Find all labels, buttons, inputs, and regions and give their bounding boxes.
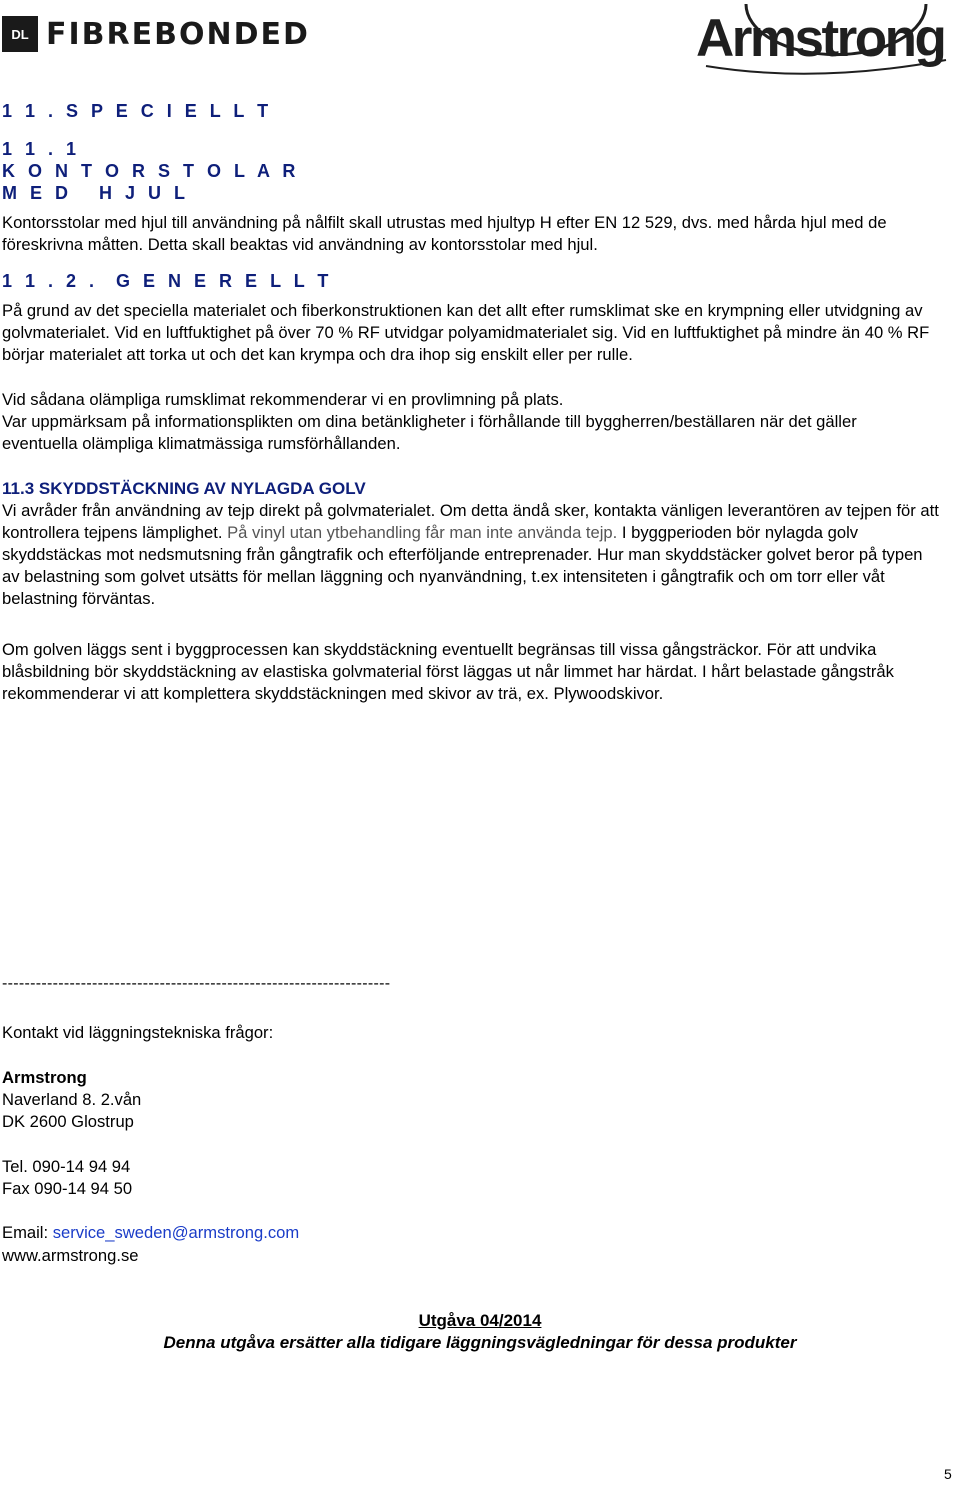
section-title: 1 1 . S P E C I E L L T — [2, 101, 273, 121]
contact-tel: Tel. 090-14 94 94 — [2, 1157, 131, 1176]
subsection-3-text-b: På vinyl utan ytbehandling får man inte använda tejp. — [227, 523, 618, 542]
subsection-3-text-a: Vi avråder från användning av tejp direkt på golvmaterialet. Om detta ändå sker, kontakta vänligen leverantören av tejpen för att kontrollera tejpens lämplighet. — [2, 501, 939, 542]
edition-note: Denna utgåva ersätter alla tidigare läggningsvägledningar för dessa produkter — [163, 1333, 797, 1352]
contact-web-line — [2, 1245, 138, 1267]
subsection-3-body-2: Om golven läggs sent i byggprocessen kan skyddstäckning eventuellt begränsas till vissa gångsträckor. För att undvika blåsbildning bör skyddstäckning av elastiska golvmaterial först läggas ut når limmet har härdat. I hårt belastade gångstråk rekommenderar vi att komplettera skyddstäckningen med skivor av trä, ex. Plywoodskivor. — [2, 640, 894, 703]
contact-fax: Fax 090-14 94 50 — [2, 1179, 133, 1198]
subsection-3-body-1 — [2, 500, 942, 610]
subsection-3-title: 11.3 SKYDDSTÄCKNING AV NYLAGDA GOLV — [2, 479, 366, 498]
page-number: 5 — [944, 1466, 952, 1482]
footer-divider: --------------------------------------------------------------------- — [2, 975, 391, 992]
subsection-1-body: Kontorsstolar med hjul till användning på nålfilt skall utrustas med hjultyp H efter EN 12 529, dvs. med hårda hjul med de föreskrivna måtten. Detta skall beaktas vid användning av kontorsstolar med hjul. — [2, 213, 887, 254]
subsection-title-line1: K O N T O R S T O L A R — [2, 161, 300, 181]
contact-email-link[interactable]: service_sweden@armstrong.com — [52, 1223, 300, 1242]
armstrong-wordmark: Armstrong — [696, 9, 945, 68]
subsection-2-title: 1 1 . 2 . G E N E R E L L T — [2, 271, 333, 291]
contact-company: Armstrong — [2, 1068, 87, 1087]
contact-address-2: DK 2600 Glostrup — [2, 1112, 134, 1131]
subsection-2-body-1: På grund av det speciella materialet och fiberkonstruktionen kan det allt efter rumsklimat ske en krympning eller utvidgning av golvmaterialet. Vid en luftfuktighet på över 70 % RF utvidgar polyamidmaterialet sig. Vid en luftfuktighet på mindre än 40 % RF börjar materialet att torka ut och det kan krympa och dra ihop sig enskilt eller per rulle. — [2, 301, 930, 364]
dl-logo-mark: DL — [2, 16, 38, 52]
page-header — [0, 0, 960, 80]
fibrebonded-wordmark: FIBREBONDED — [46, 16, 310, 52]
edition-label: Utgåva 04/2014 — [418, 1311, 542, 1330]
contact-email-line — [2, 1222, 299, 1244]
contact-email-label: Email: — [2, 1223, 53, 1242]
contact-web-link[interactable]: www.armstrong.se — [2, 1246, 139, 1265]
contact-heading: Kontakt vid läggningstekniska frågor: — [2, 1023, 274, 1042]
subsection-2-body-3: Var uppmärksam på informationsplikten om dina betänkligheter i förhållande till byggherren/beställaren när det gäller eventuella olämpliga klimatmässiga rumsförhållanden. — [2, 412, 857, 453]
contact-address-1: Naverland 8. 2.vån — [2, 1090, 142, 1109]
subsection-number: 1 1 . 1 — [2, 139, 81, 159]
subsection-title-line2: M E D H J U L — [2, 183, 190, 203]
fibrebonded-logo — [2, 14, 310, 54]
subsection-2-body-2: Vid sådana olämpliga rumsklimat rekommenderar vi en provlimning på plats. — [2, 390, 564, 409]
subsection-3-text-c: I byggperioden bör nylagda golv skyddstäckas mot nedsmutsning från gångtrafik och efterföljande entreprenader. Hur man skyddstäcker golvet beror på typen av belastning som golvet utsätts för mellan läggning och nyanvändning, t.ex intensiteten i gångtrafik och om torr eller våt belastning förväntas. — [2, 523, 923, 608]
armstrong-logo — [676, 0, 960, 76]
